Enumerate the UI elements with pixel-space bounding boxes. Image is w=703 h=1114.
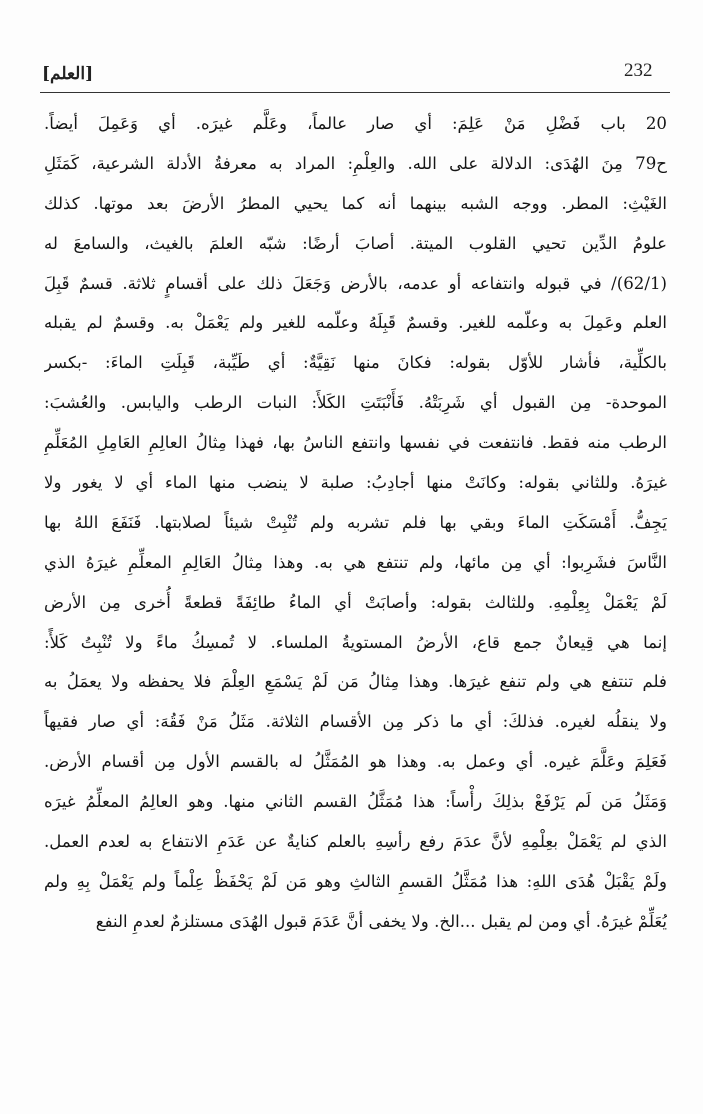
- text-line: الغَيْثِ: المطر. ووجه الشبه بينهما أنه كما يحيي المطرُ الأرضَ بعد موتها. كذلك: [44, 193, 667, 213]
- text-line: إنما هي قِيعانٌ جمع قاع، الأرضُ المستويةُ الملساء. لا تُمسِكُ ماءً ولا تُنْبِتُ كَلأً:: [44, 632, 667, 652]
- text-line: ولَمْ يَقْبَلْ هُدَى اللهِ: هذا مُمَثَّلُ القسمِ الثالثِ وهو مَن لَمْ يَحْفَظْ عِلْماً ولم يَعْمَلْ بِهِ ولم: [44, 871, 667, 891]
- text-line: الذي لم يَعْمَلْ بعِلْمِهِ لأنَّ عدَمَ رفع رأسِهِ بالعلم كنايةٌ عن عَدَمِ الانتفاع به لعدم العمل.: [44, 832, 667, 852]
- running-title: [العلم]: [42, 64, 94, 84]
- header-rule: [40, 92, 670, 93]
- text-line: غيرَهُ. وللثاني بقوله: وكانَتْ منها أجادِبُ: صلبة لا ينضب منها الماء أي لا يغور ولا: [44, 473, 667, 493]
- text-line: علومُ الدِّين تحيي القلوب الميتة. أصابَ أرضًا: شبّه العلمَ بالغيث، والسامعَ له: [44, 233, 667, 253]
- text-line: يَجِفُّ. أَمْسَكَتِ الماءَ وبقي بها فلم تشربه ولم تُنْبِتْ شيئاً لصلابتها. فَنَفَعَ اللهُ بها: [44, 512, 667, 532]
- text-line: العلم وعَمِلَ به وعلّمه للغير. وقسمٌ قَبِلَهُ وعلّمه للغير ولم يَعْمَلْ به. وقسمٌ لم يقبله: [44, 313, 667, 333]
- text-line: يُعَلِّمْ غيرَهُ. أي ومن لم يقبل ...الخ. ولا يخفى أنَّ عَدَمَ قبول الهُدَى مستلزمٌ لعدمِ النفع: [95, 911, 667, 931]
- text-line: فَعَلِمَ وعَلَّمَ غيره. أي وعمل به. وهذا هو المُمَثَّلُ له بالقسم الأول مِن أقسام الأرض.: [44, 752, 667, 772]
- text-line: الموحدة- مِن القبول أي شَرِبَتْهُ. فَأَنْبَتَتِ الكَلأَ: النبات الرطب واليابس. والعُشبَ:: [44, 393, 667, 413]
- text-line: 20 باب فَضْلِ مَنْ عَلِمَ: أي صار عالماً، وعَلَّم غيرَه. أي وَعَمِلَ أيضاً.: [44, 114, 667, 133]
- page-number: 232: [624, 60, 653, 81]
- text-line: بالكلِّية، فأشار للأوّل بقوله: فكانَ منها نَقِيَّةٌ: أي طَيِّبة، قَبِلَتِ الماءَ: -بكسر: [44, 353, 667, 373]
- body-text: [44, 104, 667, 942]
- text-line: فلم تنتفع هي ولم تنفع غيرَها. وهذا مِثالُ مَن لَمْ يَسْمَعِ العِلْمَ فلا يحفظه ولا يعمَلُ به: [44, 672, 667, 692]
- text-line: (62/1)/ في قبوله وانتفاعه أو عدمه، بالأرض وَجَعَلَ ذلك على أقسامٍ ثلاثة. قسمٌ قَبِلَ: [44, 273, 667, 293]
- text-line: لَمْ يَعْمَلْ بِعِلْمِهِ. وللثالث بقوله: وأصابَتْ أي الماءُ طائِفَةً قطعةً أُخرى مِن الأرض: [44, 592, 667, 612]
- page-header: [40, 58, 670, 92]
- text-line: الرطب منه فقط. فانتفعت في نفسها وانتفع الناسُ بها، فهذا مِثالُ العالِمِ العَامِلِ المُعَلِّمِ: [44, 433, 667, 453]
- text-line: ح79 مِنَ الهُدَى: الدلالة على الله. والعِلْمِ: المراد به معرفةُ الأدلة الشرعية، كَمَثَلِ: [44, 153, 667, 173]
- text-line: النَّاسَ فشَرِبوا: أي مِن مائها، ولم تنتفع هي به. وهذا مِثالُ العَالِمِ المعلِّمِ غيرَهُ الذي: [44, 552, 667, 572]
- text-line: ولا ينقلُه لغيره. فذلكَ: أي ما ذكر مِن الأقسام الثلاثة. مَثَلُ مَنْ فَقُهَ: أي صار فقيهاً: [44, 712, 667, 732]
- text-line: وَمَثَلُ مَن لَم يَرْفَعْ بذلِكَ رأْساً: هذا مُمَثَّلُ القسم الثاني منها. وهو العالِمُ المعلِّمُ غيرَه: [44, 792, 667, 812]
